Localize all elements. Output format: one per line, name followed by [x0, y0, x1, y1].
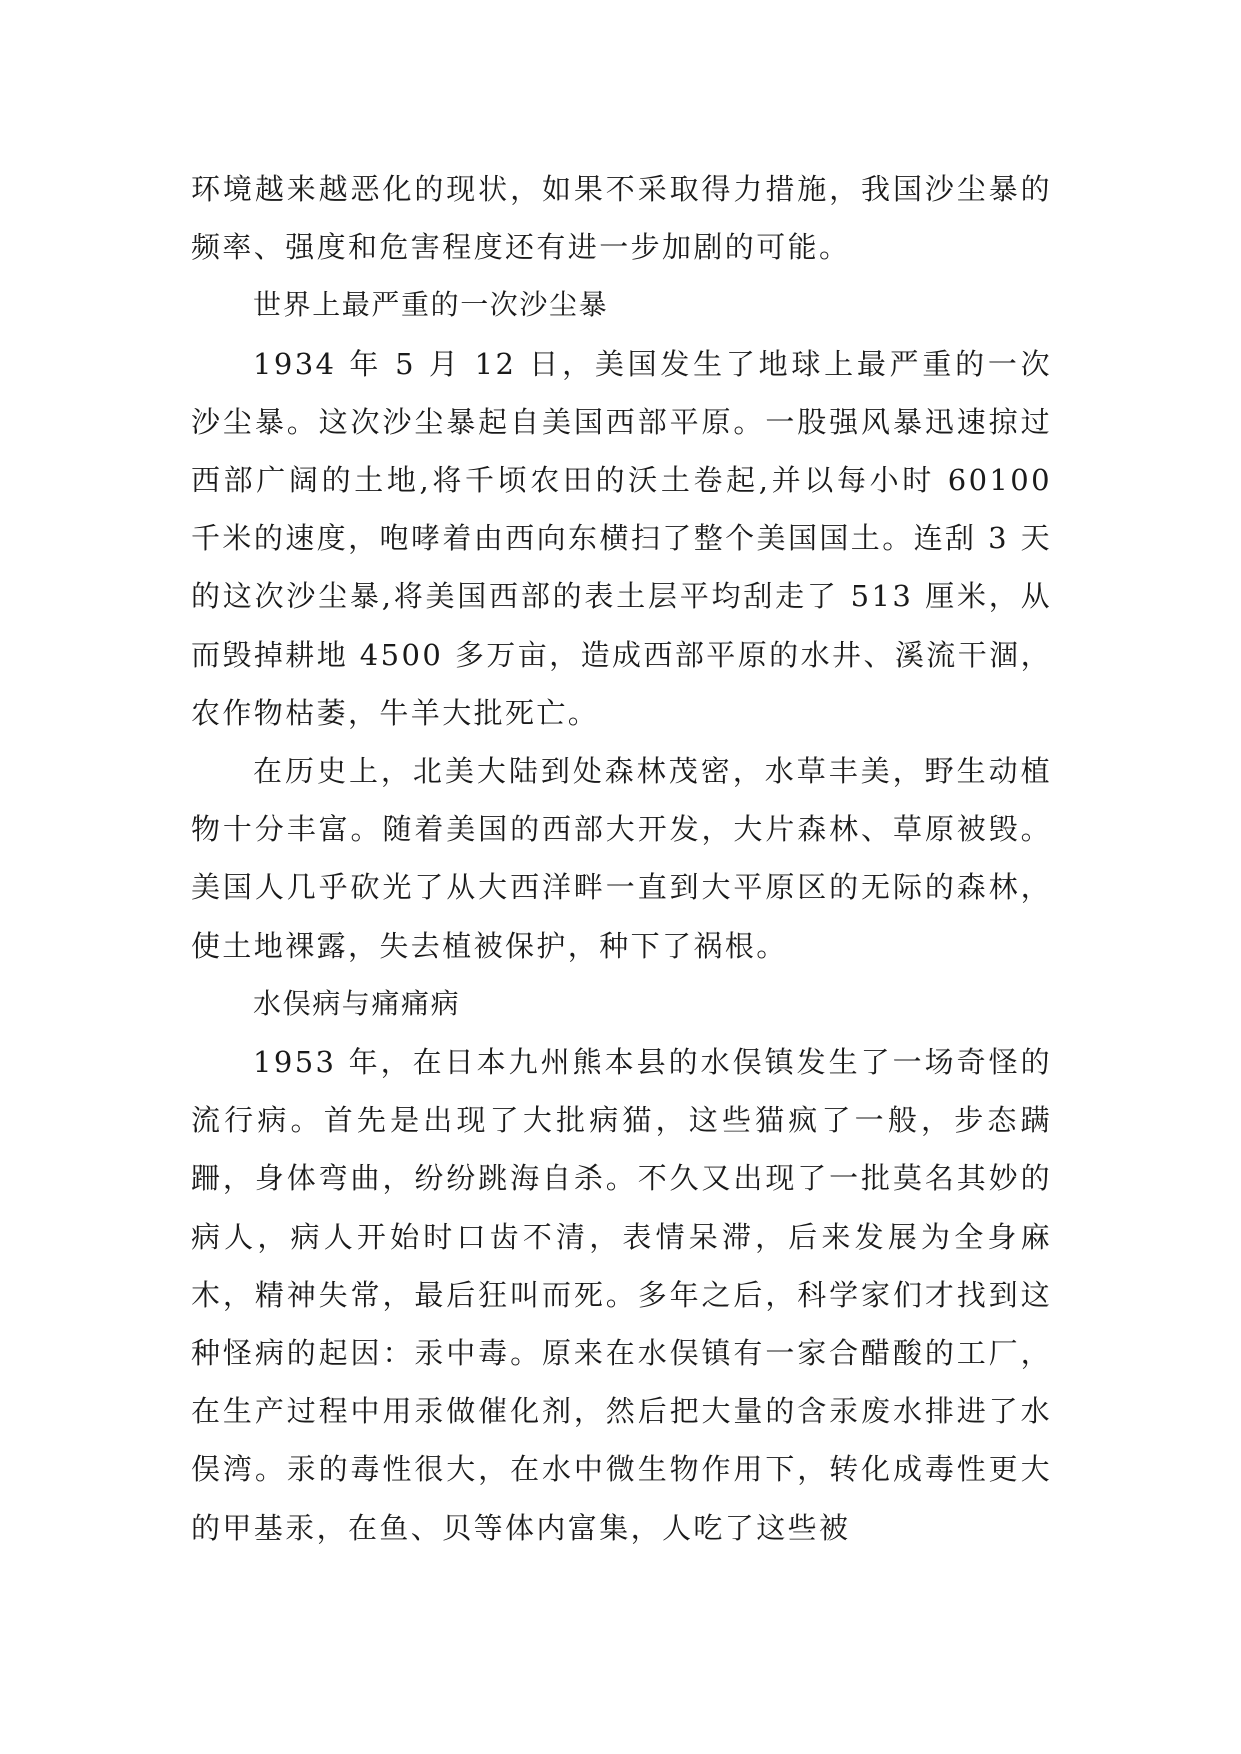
paragraph-north-america-history: 在历史上，北美大陆到处森林茂密，水草丰美，野生动植物十分丰富。随着美国的西部大开发，大片森林、草原被毁。美国人几乎砍光了从大西洋畔一直到大平原区的无际的森林，使土地裸露，失去植被保护，种下了祸根。 [191, 754, 1052, 963]
paragraph-minamata-1953: 1953 年，在日本九州熊本县的水俣镇发生了一场奇怪的流行病。首先是出现了大批病猫，这些猫疯了一般，步态蹒跚，身体弯曲，纷纷跳海自杀。不久又出现了一批莫名其妙的病人，病人开始时口齿不清，表情呆滞，后来发展为全身麻木，精神失常，最后狂叫而死。多年之后，科学家们才找到这种怪病的起因：汞中毒。原来在水俣镇有一家合醋酸的工厂，在生产过程中用汞做催化剂，然后把大量的含汞废水排进了水俣湾。汞的毒性很大，在水中微生物作用下，转化成毒性更大的甲基汞，在鱼、贝等体内富集，人吃了这些被 [191, 1045, 1052, 1545]
document-body [191, 160, 1052, 1557]
paragraph-continuation: 环境越来越恶化的现状，如果不采取得力措施，我国沙尘暴的频率、强度和危害程度还有进一步加剧的可能。 [191, 172, 1052, 265]
paragraph-1934-dust-storm: 1934 年 5 月 12 日，美国发生了地球上最严重的一次沙尘暴。这次沙尘暴起自美国西部平原。一股强风暴迅速掠过西部广阔的土地,将千顷农田的沃土卷起,并以每小时 60100 千米的速度，咆哮着由西向东横扫了整个美国国土。连刮 3 天的这次沙尘暴,将美国西部的表土层平均刮走了 513 厘米，从而毁掉耕地 4500 多万亩，造成西部平原的水井、溪流干涸，农作物枯萎，牛羊大批死亡。 [191, 346, 1052, 730]
section-heading-dust-storm: 世界上最严重的一次沙尘暴 [253, 288, 609, 322]
section-heading-minamata: 水俣病与痛痛病 [253, 986, 461, 1020]
